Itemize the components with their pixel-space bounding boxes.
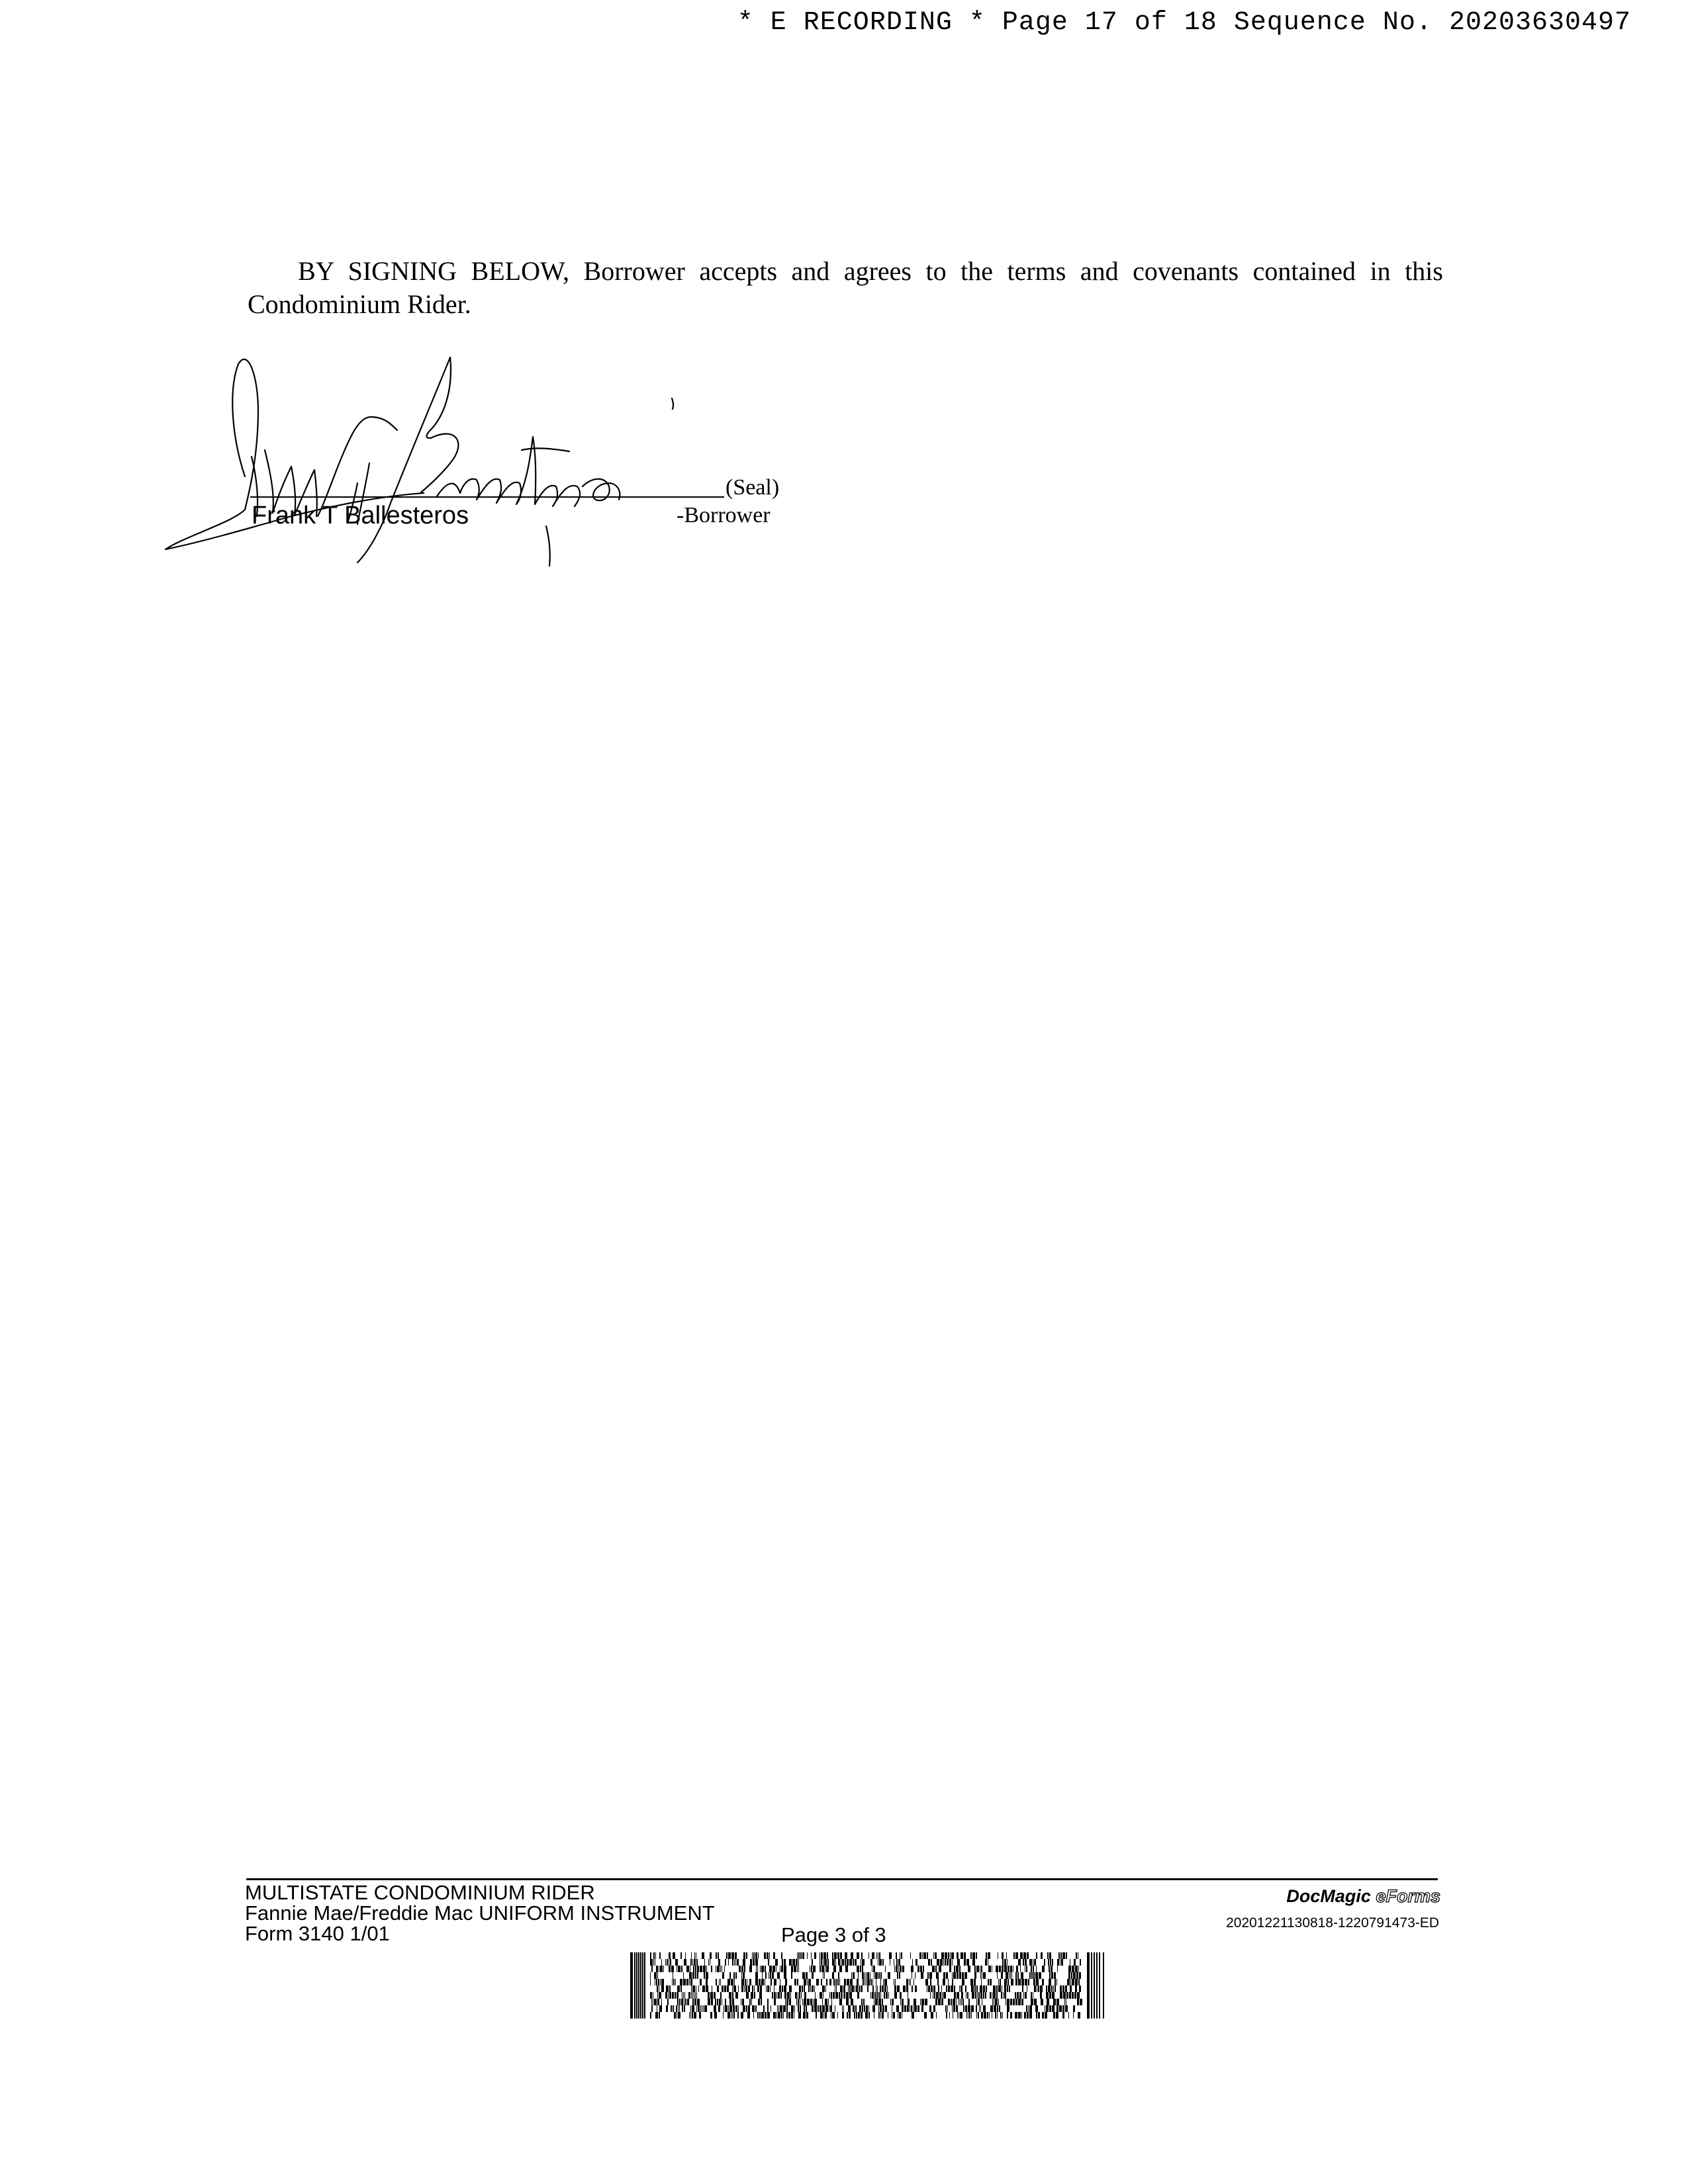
handwritten-signature: [159, 351, 755, 569]
docmagic-logo: [1286, 1886, 1440, 1907]
footer-rule: [246, 1878, 1438, 1880]
brand-docmagic: DocMagic: [1286, 1886, 1376, 1906]
form-number: Form 3140 1/01: [245, 1922, 390, 1945]
pdf417-barcode: [630, 1952, 1107, 2019]
signer-name: Frank T Ballesteros: [252, 502, 469, 529]
form-identification: [245, 1882, 715, 1944]
signature-block: [0, 0, 1688, 596]
signature-line: [250, 496, 724, 498]
form-title: MULTISTATE CONDOMINIUM RIDER: [245, 1881, 595, 1904]
recording-header: * E RECORDING * Page 17 of 18 Sequence No. 20203630497: [737, 8, 1631, 38]
form-subtitle: Fannie Mae/Freddie Mac UNIFORM INSTRUMENT: [245, 1901, 715, 1925]
signer-role: -Borrower: [677, 503, 771, 527]
seal-label: (Seal): [726, 475, 780, 500]
page-number: Page 3 of 3: [781, 1923, 886, 1946]
document-id: 20201221130818-1220791473-ED: [1226, 1915, 1439, 1931]
brand-eforms: eForms: [1376, 1886, 1440, 1906]
acceptance-text: BY SIGNING BELOW, Borrower accepts and agrees to the terms and covenants contained in this Condominium Rider.: [248, 256, 1443, 319]
